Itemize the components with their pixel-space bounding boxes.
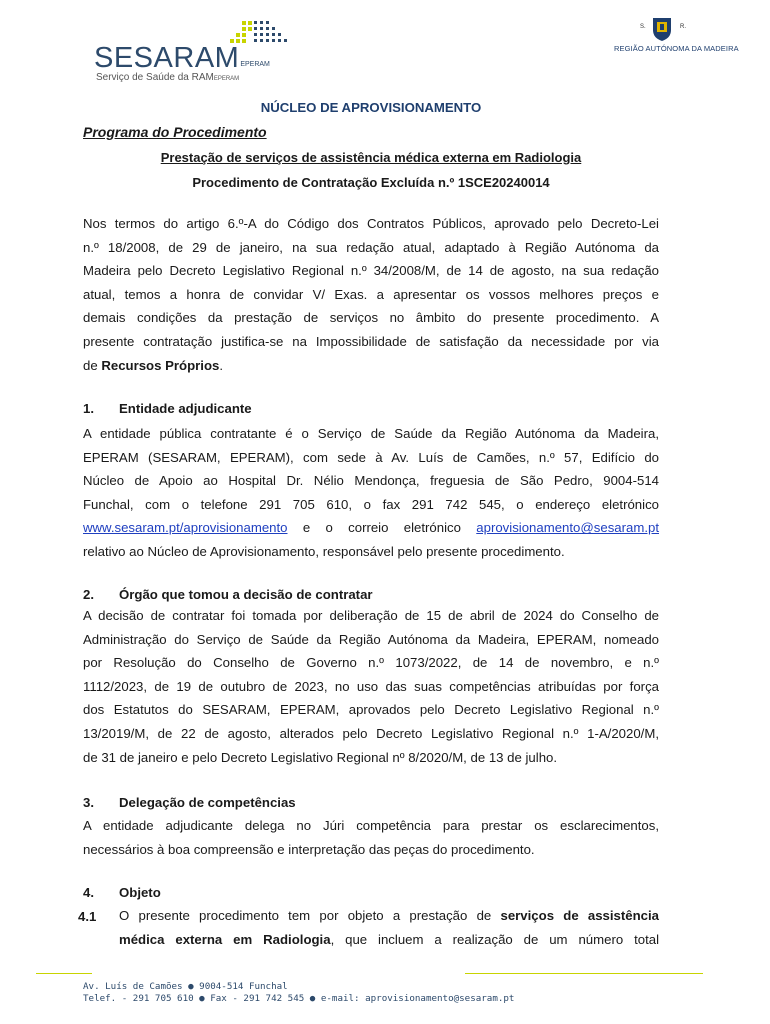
section-1-line: EPERAM (SESARAM, EPERAM), com sede à Av. Luís de Camões, n.º 57, Edifício do bbox=[83, 449, 659, 465]
section-2-last-line: de 31 de janeiro e pelo Decreto Legislativo Regional nº 8/2020/M, de 13 de julho. bbox=[83, 749, 558, 765]
section-4-1-bold-2: médica externa em Radiologia bbox=[119, 931, 331, 947]
department-title: NÚCLEO DE APROVISIONAMENTO bbox=[260, 100, 482, 115]
section-1-paragraph bbox=[83, 422, 659, 564]
footer-divider-left bbox=[36, 973, 92, 974]
section-4-1-suffix: , que incluem a realização de um número total bbox=[330, 931, 659, 947]
section-1-line: A entidade pública contratante é o Serviço de Saúde da Região Autónoma da Madeira, bbox=[83, 426, 659, 441]
section-1-last-line: relativo ao Núcleo de Aprovisionamento, responsável pelo presente procedimento. bbox=[83, 543, 565, 559]
logo-suffix: EPERAM bbox=[240, 61, 270, 68]
section-2-line: por Resolução do Conselho de Governo n.º 1073/2022, de 14 de novembro, e n.º bbox=[83, 655, 659, 671]
section-3-heading: Delegação de competências bbox=[119, 795, 296, 810]
logo-tagline-suffix: EPERAM bbox=[213, 76, 240, 82]
section-3-number: 3. bbox=[83, 795, 94, 810]
section-1-line: Funchal, com o telefone 291 705 610, o fax 291 742 545, o endereço eletrónico bbox=[83, 496, 659, 512]
intro-line: demais condições da prestação de serviços no âmbito do presente procedimento. A bbox=[83, 310, 659, 326]
intro-last-line bbox=[83, 354, 659, 378]
service-title: Prestação de serviços de assistência médica externa em Radiologia bbox=[160, 150, 582, 165]
section-2-line: Administração do Serviço de Saúde da Região Autónoma da Madeira, EPERAM, nomeado bbox=[83, 631, 659, 647]
logo-tagline bbox=[96, 72, 239, 83]
procurement-website-link[interactable]: www.sesaram.pt/aprovisionamento bbox=[83, 520, 288, 536]
section-3-last-line: necessários à boa compreensão e interpretação das peças do procedimento. bbox=[83, 841, 535, 857]
sesaram-logo bbox=[94, 18, 294, 84]
intro-line: Madeira pelo Decreto Legislativo Regional n.º 34/2008/M, de 14 de agosto, na sua redação bbox=[83, 263, 659, 279]
section-4-1-prefix: O presente procedimento tem por objeto a prestação de bbox=[119, 908, 501, 923]
section-1-link-line bbox=[83, 516, 659, 540]
ram-name: REGIÃO AUTÓNOMA DA MADEIRA bbox=[614, 44, 739, 53]
intro-last-suffix: . bbox=[219, 357, 224, 373]
section-2-number: 2. bbox=[83, 587, 94, 602]
section-1-number: 1. bbox=[83, 401, 94, 416]
logo-word-text: SESARAM bbox=[94, 42, 240, 74]
procedure-number: Procedimento de Contratação Excluída n.º 1SCE20240014 bbox=[192, 175, 550, 190]
section-3-line: A entidade adjudicante delega no Júri competência para prestar os esclarecimentos, bbox=[83, 818, 659, 833]
intro-last-bold: Recursos Próprios bbox=[101, 357, 220, 373]
intro-line: atual, temos a honra de convidar V/ Exas. a apresentar os vossos melhores preços e bbox=[83, 286, 659, 302]
section-2-heading: Órgão que tomou a decisão de contratar bbox=[119, 587, 373, 602]
procurement-email-link[interactable]: aprovisionamento@sesaram.pt bbox=[476, 520, 659, 536]
coat-of-arms-icon bbox=[651, 16, 673, 42]
section-4-1-paragraph bbox=[119, 904, 659, 951]
section-4-1-line-1 bbox=[119, 904, 659, 928]
section-2-paragraph bbox=[83, 604, 659, 769]
section-2-line: 1112/2023, de 19 de outubro de 2023, no uso das suas competências atribuídas por força bbox=[83, 678, 659, 694]
intro-line: n.º 18/2008, de 29 de janeiro, na sua redação atual, adaptado à Região Autónoma da bbox=[83, 239, 659, 255]
section-4-1-number: 4.1 bbox=[78, 909, 97, 924]
section-4-number: 4. bbox=[83, 885, 94, 900]
logo-tagline-text: Serviço de Saúde da RAM bbox=[96, 72, 214, 83]
section-2-line: dos Estatutos do SESARAM, EPERAM, aprovados pelo Decreto Legislativo Regional n.º bbox=[83, 702, 659, 718]
section-4-1-bold-1: serviços de assistência bbox=[500, 908, 659, 923]
ram-r-label: R. bbox=[680, 24, 686, 30]
ram-s-label: S. bbox=[640, 24, 646, 30]
section-4-heading: Objeto bbox=[119, 885, 161, 900]
intro-line: presente contratação justifica-se na Impossibilidade de satisfação da necessidade por via bbox=[83, 333, 659, 349]
intro-last-prefix: de bbox=[83, 357, 102, 373]
section-2-line: A decisão de contratar foi tomada por deliberação de 15 de abril de 2024 do Conselho de bbox=[83, 608, 659, 623]
section-1-heading: Entidade adjudicante bbox=[119, 401, 252, 416]
intro-paragraph bbox=[83, 212, 659, 377]
section-1-link-mid: e o correio eletrónico bbox=[287, 520, 477, 536]
footer-address: Av. Luís de Camões ● 9004-514 Funchal bbox=[83, 981, 288, 992]
document-type-title: Programa do Procedimento bbox=[83, 124, 267, 140]
footer-divider-right bbox=[465, 973, 703, 974]
logo-wordmark bbox=[94, 42, 270, 75]
section-2-line: 13/2019/M, de 22 de agosto, alterados pelo Decreto Legislativo Regional n.º 1-A/2020/M, bbox=[83, 725, 659, 741]
section-3-paragraph bbox=[83, 814, 659, 861]
ram-emblem bbox=[614, 16, 739, 58]
section-4-1-line-2 bbox=[119, 928, 659, 952]
section-1-line: Núcleo de Apoio ao Hospital Dr. Nélio Mendonça, freguesia de São Pedro, 9004-514 bbox=[83, 473, 659, 489]
footer-contacts: Telef. - 291 705 610 ● Fax - 291 742 545 ● e-mail: aprovisionamento@sesaram.pt bbox=[83, 993, 515, 1004]
intro-line: Nos termos do artigo 6.º-A do Código dos Contratos Públicos, aprovado pelo Decreto-Lei bbox=[83, 216, 659, 231]
